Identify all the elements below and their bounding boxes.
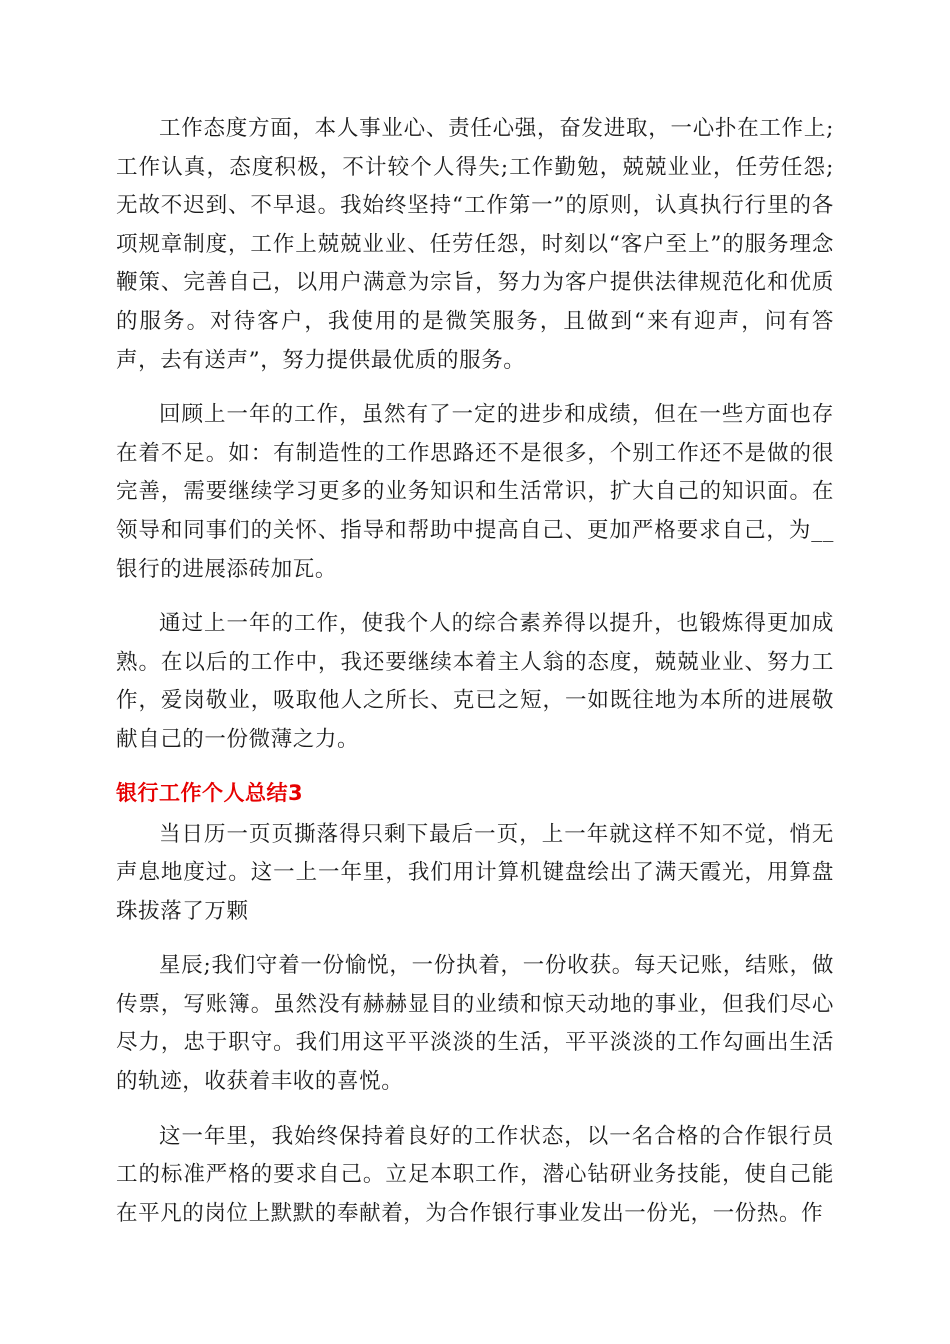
section-heading: 银行工作个人总结3 xyxy=(116,780,304,805)
paragraph-work-attitude: 工作态度方面，本人事业心、责任心强，奋发进取，一心扑在工作上;工作认真，态度积极，不计较个人得失;工作勤勉，兢兢业业，任劳任怨;无故不迟到、不早退。我始终坚持“工作第一”的原则，认真执行行里的各项规章制度，工作上兢兢业业、任劳任怨，时刻以“客户至上”的服务理念鞭策、完善自己，以用户满意为宗旨，努力为客户提供法律规范化和优质的服务。对待客户，我使用的是微笑服务，且做到“来有迎声，问有答声，去有送声”，努力提供最优质的服务。 xyxy=(116,116,834,373)
document-page xyxy=(116,110,834,1249)
paragraph-calendar: 当日历一页页撕落得只剩下最后一页，上一年就这样不知不觉，悄无声息地度过。这一上一年里，我们用计算机键盘绘出了满天霞光，用算盘珠拔落了万颗 xyxy=(116,821,834,924)
paragraph-review: 回顾上一年的工作，虽然有了一定的进步和成绩，但在一些方面也存在着不足。如：有制造性的工作思路还不是很多，个别工作还不是做的很完善，需要继续学习更多的业务知识和生活常识，扩大自己的知识面。在领导和同事们的关怀、指导和帮助中提高自己、更加严格要求自己，为__银行的进展添砖加瓦。 xyxy=(116,402,834,582)
paragraph-stars: 星辰;我们守着一份愉悦，一份执着，一份收获。每天记账，结账，做传票，写账簿。虽然没有赫赫显目的业绩和惊天动地的事业，但我们尽心尽力，忠于职守。我们用这平平淡淡的生活，平平淡淡的工作勾画出生活的轨迹，收获着丰收的喜悦。 xyxy=(116,953,834,1095)
paragraph-work-state: 这一年里，我始终保持着良好的工作状态，以一名合格的合作银行员工的标准严格的要求自己。立足本职工作，潜心钻研业务技能，使自己能在平凡的岗位上默默的奉献着，为合作银行事业发出一份光，一份热。作 xyxy=(116,1123,834,1226)
paragraph-improvement: 通过上一年的工作，使我个人的综合素养得以提升，也锻炼得更加成熟。在以后的工作中，我还要继续本着主人翁的态度，兢兢业业、努力工作，爱岗敬业，吸取他人之所长、克已之短，一如既往地为本所的进展敬献自己的一份微薄之力。 xyxy=(116,611,834,752)
